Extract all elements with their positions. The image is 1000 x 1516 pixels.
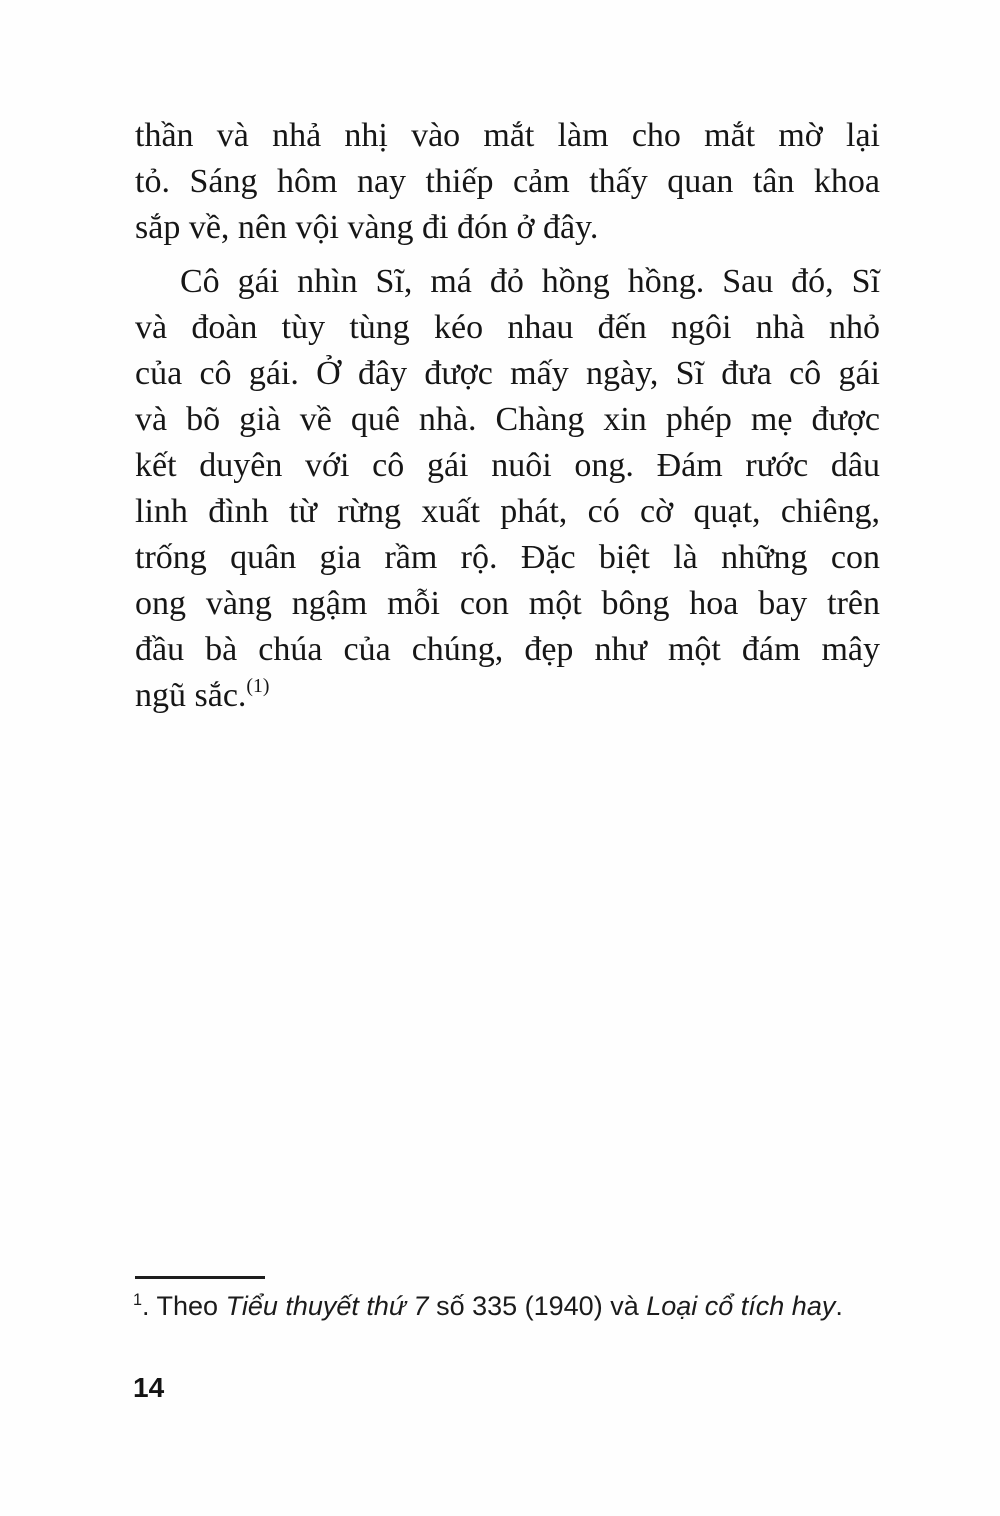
footnote-suffix: . <box>835 1291 843 1321</box>
text-line: và đoàn tùy tùng kéo nhau đến ngôi nhà nhỏ <box>135 309 880 346</box>
text-line: ong vàng ngậm mỗi con một bông hoa bay trên <box>135 585 880 622</box>
cited-title-1: Tiểu thuyết thứ 7 <box>225 1291 429 1321</box>
text-line: trống quân gia rầm rộ. Đặc biệt là những con <box>135 539 880 576</box>
paragraph-2 <box>135 259 880 719</box>
footnote-ref-marker: (1) <box>246 675 270 697</box>
text-line: thần và nhả nhị vào mắt làm cho mắt mờ lại <box>135 117 880 154</box>
text-line: kết duyên với cô gái nuôi ong. Đám rước dâu <box>135 447 880 484</box>
footnote-number: 1 <box>133 1291 143 1309</box>
text-line: và bõ già về quê nhà. Chàng xin phép mẹ được <box>135 401 880 438</box>
text-line: Cô gái nhìn Sĩ, má đỏ hồng hồng. Sau đó, Sĩ <box>180 263 880 300</box>
paragraph-1 <box>135 113 880 251</box>
page-number: 14 <box>133 1372 165 1403</box>
text-line: đầu bà chúa của chúng, đẹp như một đám mây <box>135 631 880 668</box>
footnote-prefix: . Theo <box>142 1291 226 1321</box>
cited-title-2: Loại cổ tích hay <box>646 1291 836 1321</box>
text-line: tỏ. Sáng hôm nay thiếp cảm thấy quan tân khoa <box>135 163 880 200</box>
footnote-middle: số 335 (1940) và <box>428 1291 647 1321</box>
text-line: của cô gái. Ở đây được mấy ngày, Sĩ đưa cô gái <box>135 355 880 392</box>
footnote-divider <box>135 1276 265 1279</box>
text-line: sắp về, nên vội vàng đi đón ở đây. <box>135 209 599 246</box>
text-line <box>135 673 880 719</box>
story-text-block <box>135 113 880 719</box>
text-line: linh đình từ rừng xuất phát, có cờ quạt, chiêng, <box>135 493 880 530</box>
footnote-text <box>133 1288 883 1324</box>
text-line-fragment: ngũ sắc. <box>135 677 247 714</box>
